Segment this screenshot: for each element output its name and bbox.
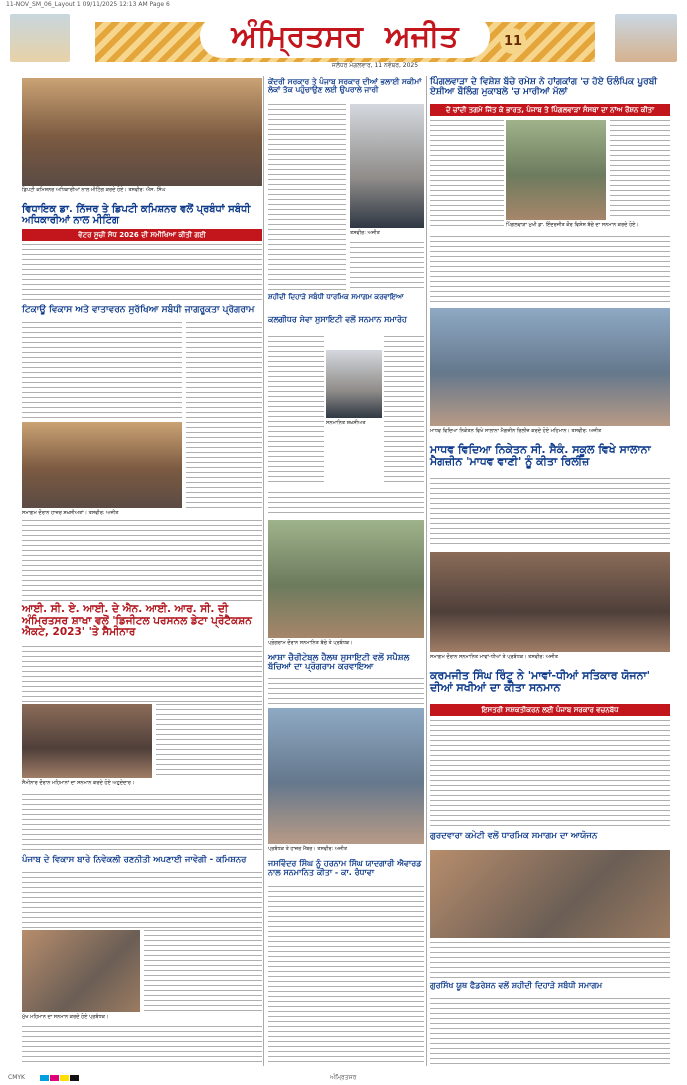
photo-caption: ਤਸਵੀਰ: ਅਜੀਤ [350,230,380,236]
article-body [430,720,670,828]
color-registration-bar [40,1075,80,1083]
page-number: 11 [500,28,526,54]
strapline: ਦੋ ਚਾਂਦੀ ਤਗਮੇ ਜਿੱਤ ਕੇ ਭਾਰਤ, ਪੰਜਾਬ ਤੇ ਪਿੰਗਲਵਾੜਾ ਸੰਸਥਾ ਦਾ ਨਾਂਅ ਰੌਸ਼ਨ ਕੀਤਾ [430,104,670,116]
story-photo [22,704,152,778]
story-photo [268,708,424,844]
column-rule [263,76,264,1066]
article-body [268,492,424,516]
article-body [156,704,262,778]
article-body [268,678,424,704]
page-slug: 11-NOV_SM_06_Layout 1 09/11/2025 12:13 AM Page 6 [6,1,170,8]
story-photo [22,930,140,1012]
photo-caption: ਪ੍ਰੋਗਰਾਮ ਦੌਰਾਨ ਸਨਮਾਨਿਤ ਬੱਚੇ ਤੇ ਪ੍ਰਬੰਧਕ। [268,640,353,646]
footer-section: ਅੰਮ੍ਰਿਤਸਰ [330,1074,357,1081]
footer-cmyk-label: CMYK [8,1074,25,1081]
portrait-photo [350,104,424,228]
story-photo [430,850,670,938]
masthead-dateline: ਜਲੰਧਰ ਮੰਗਲਵਾਰ, 11 ਨਵੰਬਰ, 2025 [331,62,419,69]
portrait-photo [326,350,382,418]
masthead-title [200,14,490,58]
photo-caption: ਮਾਧਵ ਵਿਦਿਆ ਨਿਕੇਤਨ ਵਿਖੇ ਸਾਲਾਨਾ ਮੈਗਜ਼ੀਨ ਰਿਲੀਜ਼ ਕਰਦੇ ਹੋਏ ਮਹਿਮਾਨ। ਤਸਵੀਰ: ਅਜੀਤ [430,428,602,434]
story-photo [430,308,670,426]
page-footer [0,1072,687,1085]
headline: ਆਈ. ਸੀ. ਏ. ਆਈ. ਦੇ ਐਨ. ਆਈ. ਆਰ. ਸੀ. ਦੀ ਅੰਮ੍ਰਿਤਸਰ ਸ਼ਾਖਾ ਵਲੋਂ 'ਡਿਜੀਟਲ ਪਰਸਨਲ ਡੇਟਾ ਪ੍ਰੋਟੈਕਸ਼ਨ ਐਕਟ, 2023' 'ਤੇ ਸੈਮੀਨਾਰ [22,603,252,639]
story-photo [22,78,262,186]
masthead-right-image [615,14,677,62]
headline: ਆਸ਼ਾ ਚੈਰੀਟੇਬਲ ਹੈਲਥ ਸੁਸਾਇਟੀ ਵਲੋਂ ਸਪੈਸ਼ਲ ਬੱਚਿਆਂ ਦਾ ਪ੍ਰੋਗਰਾਮ ਕਰਵਾਇਆ [268,653,410,673]
headline: ਕਲਗੀਧਰ ਸੇਵਾ ਸੁਸਾਇਟੀ ਵਲੋਂ ਸਨਮਾਨ ਸਮਾਰੋਹ [268,315,407,324]
article-body [22,244,262,304]
headline: ਜਸਵਿੰਦਰ ਸਿੰਘ ਨੂੰ ਹਰਨਾਮ ਸਿੰਘ ਯਾਦਗਾਰੀ ਐਵਾਰਡ ਨਾਲ ਸਨਮਾਨਿਤ ਕੀਤਾ - ਕਾ. ਰੰਧਾਵਾ [268,859,422,877]
photo-caption: ਪ੍ਰਬੰਧਕ ਤੇ ਹਾਜ਼ਰ ਮੈਂਬਰ। ਤਸਵੀਰ: ਅਜੀਤ [268,846,348,852]
headline: ਸ਼ਹੀਦੀ ਦਿਹਾੜੇ ਸਬੰਧੀ ਧਾਰਮਿਕ ਸਮਾਗਮ ਕਰਵਾਇਆ [268,293,404,301]
headline: ਟਿਕਾਊ ਵਿਕਾਸ ਅਤੇ ਵਾਤਾਵਰਨ ਸੁਰੱਖਿਆ ਸਬੰਧੀ ਜਾਗਰੂਕਤਾ ਪ੍ਰੋਗਰਾਮ [22,305,255,315]
masthead-title-city: ਅੰਮ੍ਰਿਤਸਰ [231,18,363,54]
headline: ਗੁਰਦਵਾਰਾ ਕਮੇਟੀ ਵਲੋਂ ਧਾਰਮਿਕ ਸਮਾਗਮ ਦਾ ਆਯੋਜਨ [430,831,598,841]
story-photo [506,120,606,220]
strapline: ਵੋਟਰ ਸੂਚੀ ਸੋਧ 2026 ਦੀ ਸਮੀਖਿਆ ਕੀਤੀ ਗਈ [22,229,262,241]
article-body [22,794,262,852]
headline: ਪਿੰਗਲਵਾੜਾ ਦੇ ਵਿਸ਼ੇਸ਼ ਬੱਚੇ ਰਮੇਸ਼ ਨੇ ਹਾਂਗਕਾਂਗ 'ਚ ਹੋਏ ਓਲੰਪਿਕ ਪੂਰਬੀ ਏਸ਼ੀਆ ਬੌਲਿੰਗ ਮੁਕਾਬਲੇ 'ਚ ਮਾਰੀਆਂ ਮੱਲਾਂ [430,77,658,97]
headline: ਮਾਧਵ ਵਿਦਿਆ ਨਿਕੇਤਨ ਸੀ. ਸੈਕੰ. ਸਕੂਲ ਵਿਖੇ ਸਾਲਾਨਾ ਮੈਗਜ਼ੀਨ 'ਮਾਧਵ ਵਾਣੀ' ਨੂੰ ਕੀਤਾ ਰਿਲੀਜ਼ [430,443,651,469]
article-body [430,998,670,1066]
column-rule [426,76,427,1066]
photo-caption: ਡਿਪਟੀ ਕਮਿਸ਼ਨਰ ਅਧਿਕਾਰੀਆਂ ਨਾਲ ਮੀਟਿੰਗ ਕਰਦੇ ਹੋਏ। ਤਸਵੀਰ: ਐਸ. ਸਿੰਘ [22,187,166,193]
article-body [186,322,262,508]
photo-caption: ਸਮਾਗਮ ਦੌਰਾਨ ਹਾਜ਼ਰ ਸ਼ਖ਼ਸੀਅਤਾਂ। ਤਸਵੀਰ: ਅਜੀਤ [22,510,119,516]
article-body [430,120,504,228]
article-body [384,336,424,486]
photo-caption: ਸਮਾਗਮ ਦੌਰਾਨ ਸਨਮਾਨਿਤ ਮਾਵਾਂ-ਧੀਆਂ ਤੇ ਪ੍ਰਬੰਧਕ। ਤਸਵੀਰ: ਅਜੀਤ [430,654,558,660]
strapline: ਇਸਤਰੀ ਸਸ਼ਕਤੀਕਰਨ ਲਈ ਪੰਜਾਬ ਸਰਕਾਰ ਵਚਨਬੱਧ [430,704,670,716]
article-body [268,886,424,1066]
article-body [144,930,262,1012]
headline: ਕੇਂਦਰੀ ਸਰਕਾਰ ਤੇ ਪੰਜਾਬ ਸਰਕਾਰ ਦੀਆਂ ਭਲਾਈ ਸਕੀਮਾਂ ਲੋਕਾਂ ਤੱਕ ਪਹੁੰਚਾਉਣ ਲਈ ਉਪਰਾਲੇ ਜਾਰੀ [268,77,422,95]
photo-caption: ਸਨਮਾਨਿਤ ਸ਼ਖ਼ਸੀਅਤ [326,420,366,426]
article-body [22,1026,262,1066]
headline: ਕਰਮਜੀਤ ਸਿੰਘ ਰਿੰਟੂ ਨੇ 'ਮਾਵਾਂ-ਧੀਆਂ ਸਤਿਕਾਰ ਯੋਜਨਾ' ਦੀਆਂ ਸਖੀਆਂ ਦਾ ਕੀਤਾ ਸਨਮਾਨ [430,669,650,695]
story-photo [22,422,182,508]
article-body [22,322,182,422]
photo-caption: ਸੈਮੀਨਾਰ ਦੌਰਾਨ ਮਹਿਮਾਨਾਂ ਦਾ ਸਨਮਾਨ ਕਰਦੇ ਹੋਏ ਅਹੁਦੇਦਾਰ। [22,780,135,786]
headline: ਪੰਜਾਬ ਦੇ ਵਿਕਾਸ ਬਾਰੇ ਨਿਵੇਕਲੀ ਰਣਨੀਤੀ ਅਪਣਾਈ ਜਾਵੇਗੀ - ਕਮਿਸ਼ਨਰ [22,855,247,865]
headline: ਵਿਧਾਇਕ ਡਾ. ਨਿੱਜਰ ਤੇ ਡਿਪਟੀ ਕਮਿਸ਼ਨਰ ਵਲੋਂ ਪ੍ਰਬੰਧਾਂ ਸਬੰਧੀ ਅਧਿਕਾਰੀਆਂ ਨਾਲ ਮੀਟਿੰਗ [22,204,251,226]
article-body [430,236,670,304]
article-body [350,242,424,290]
article-body [268,336,324,486]
article-body [22,872,262,928]
masthead-title-paper: ਅਜੀਤ [384,18,459,54]
story-photo [268,520,424,638]
masthead-left-image [10,14,70,62]
article-body [430,942,670,978]
article-body [430,478,670,548]
story-photo [430,552,670,652]
photo-caption: ਪਿੰਗਲਵਾੜਾ ਮੁਖੀ ਡਾ. ਇੰਦਰਜੀਤ ਕੌਰ ਵਿਸ਼ੇਸ਼ ਬੱਚੇ ਦਾ ਸਨਮਾਨ ਕਰਦੇ ਹੋਏ। [506,222,639,228]
headline: ਗੁਰਸਿੱਖ ਯੂਥ ਫੈਡਰੇਸ਼ਨ ਵਲੋਂ ਸ਼ਹੀਦੀ ਦਿਹਾੜੇ ਸਬੰਧੀ ਸਮਾਗਮ [430,981,603,990]
article-body [610,120,670,220]
photo-caption: ਮੁੱਖ ਮਹਿਮਾਨ ਦਾ ਸਨਮਾਨ ਕਰਦੇ ਹੋਏ ਪ੍ਰਬੰਧਕ। [22,1014,109,1020]
article-body [22,646,262,702]
article-body [22,520,262,602]
article-body [268,104,346,290]
